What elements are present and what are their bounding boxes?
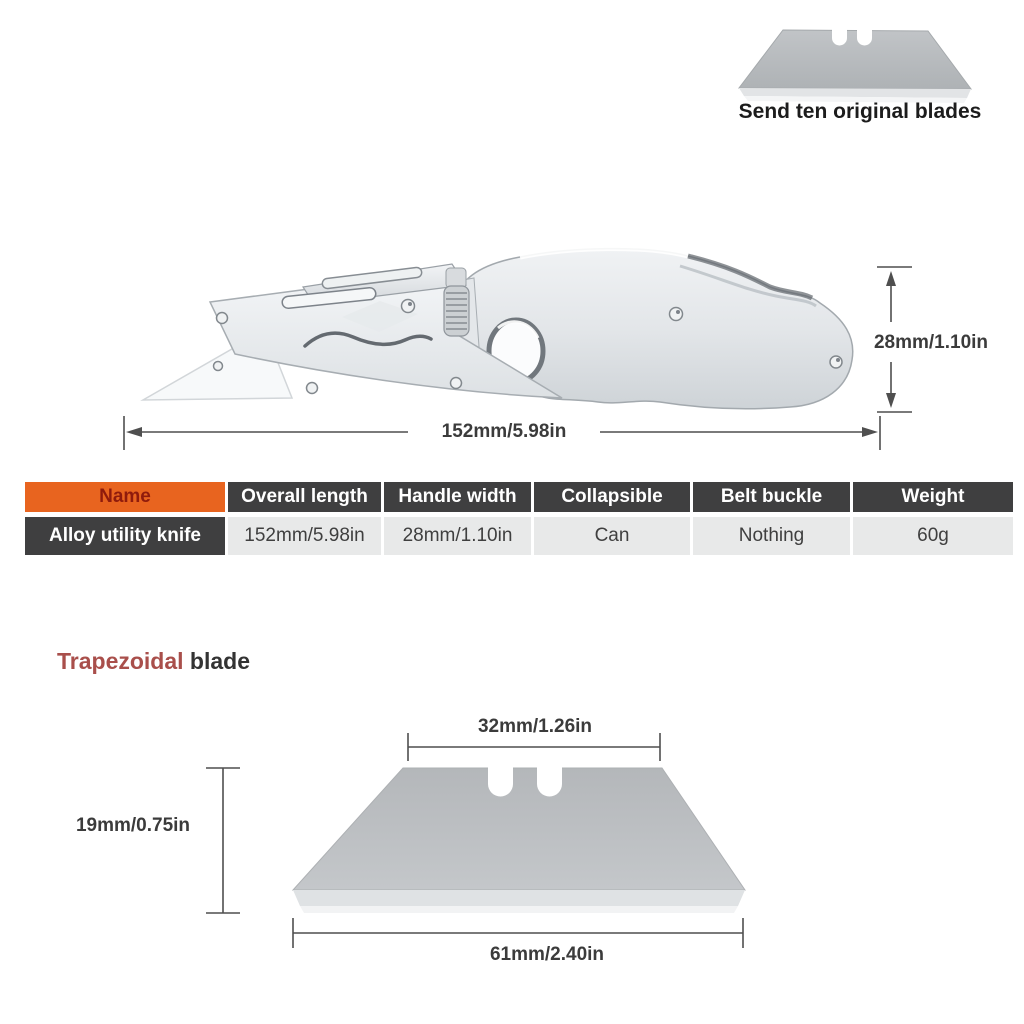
table-cell-overall-length: 152mm/5.98in <box>228 517 381 555</box>
section-title-accent: Trapezoidal <box>57 648 184 674</box>
table-cell-handle-width: 28mm/1.10in <box>384 517 531 555</box>
blade-height-dimension-line <box>206 768 240 913</box>
table-header-handle-width: Handle width <box>384 482 531 512</box>
overall-length-label: 152mm/5.98in <box>408 421 600 443</box>
handle-width-label: 28mm/1.10in <box>873 332 989 353</box>
section-title <box>57 648 250 675</box>
table-cell-weight: 60g <box>853 517 1013 555</box>
table-header-name: Name <box>25 482 225 512</box>
blade-dimension-graphic <box>60 700 780 980</box>
table-cell-collapsible: Can <box>534 517 690 555</box>
table-header-collapsible: Collapsible <box>534 482 690 512</box>
table-header-weight: Weight <box>853 482 1013 512</box>
blade-top-width-label: 32mm/1.26in <box>477 716 593 737</box>
trapezoid-blade-icon <box>725 15 1005 107</box>
blade-height-label: 19mm/0.75in <box>75 815 191 836</box>
table-header-overall-length: Overall length <box>228 482 381 512</box>
table-cell-belt-buckle: Nothing <box>693 517 850 555</box>
section-title-rest: blade <box>183 648 251 674</box>
spec-table <box>25 482 1013 555</box>
promo-text: Send ten original blades <box>738 100 982 123</box>
blade-bottom-width-label: 61mm/2.40in <box>489 944 605 965</box>
table-cell-name: Alloy utility knife <box>25 517 225 555</box>
table-header-belt-buckle: Belt buckle <box>693 482 850 512</box>
